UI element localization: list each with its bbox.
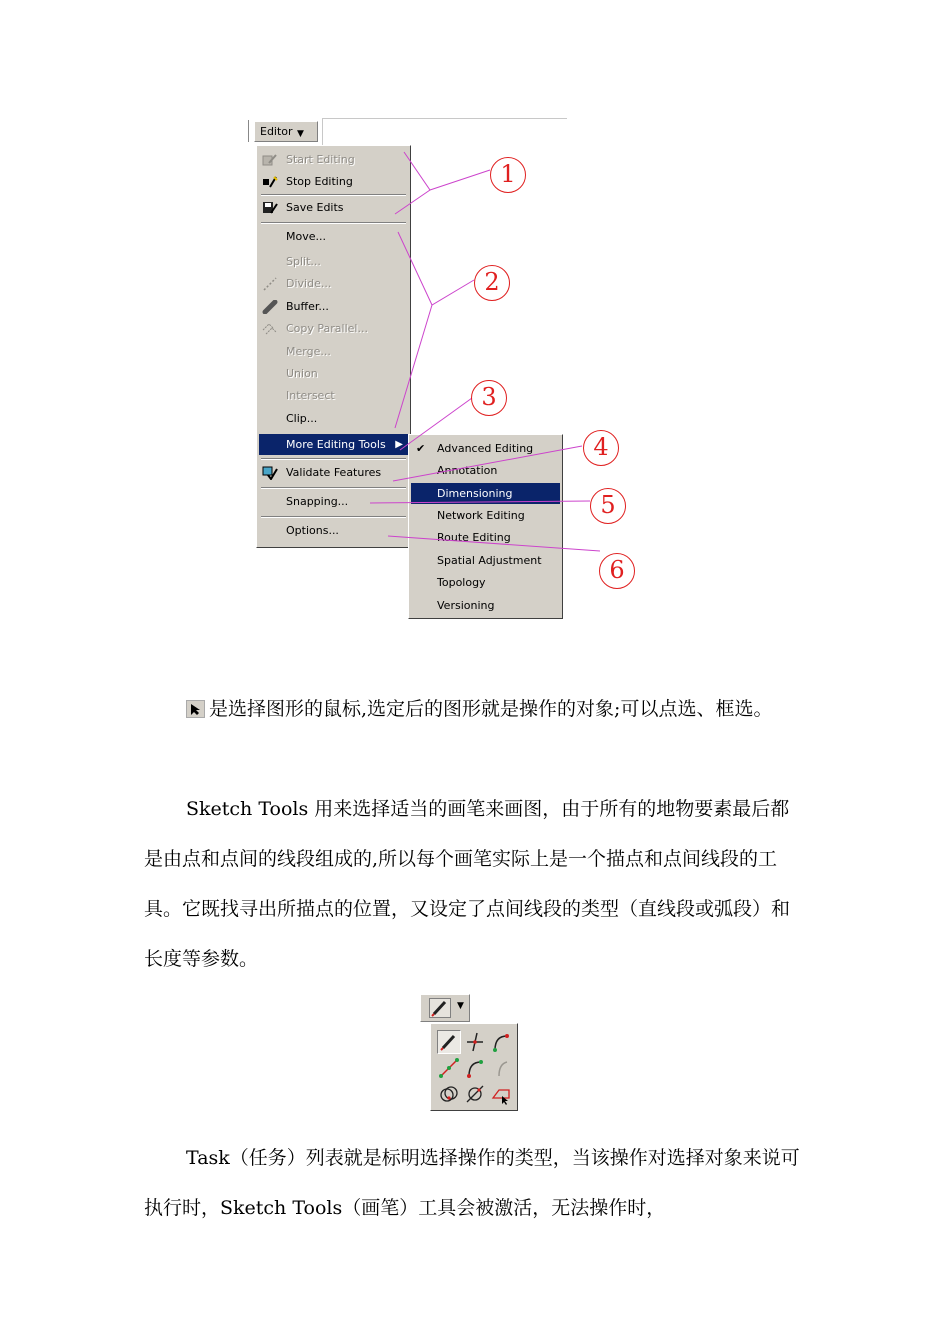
menu-item-start-editing[interactable]: Start Editing bbox=[259, 149, 408, 170]
submenu-item-route-editing[interactable]: Route Editing bbox=[437, 531, 511, 544]
menu-item-union[interactable]: Union bbox=[286, 367, 318, 380]
submenu-item-versioning[interactable]: Versioning bbox=[437, 599, 495, 612]
menu-item-divide[interactable]: Divide... bbox=[259, 273, 408, 294]
select-cursor-icon bbox=[186, 700, 205, 718]
callout-number-1: 1 bbox=[490, 157, 526, 193]
menu-item-options[interactable]: Options... bbox=[286, 524, 339, 537]
save-edits-icon bbox=[262, 201, 278, 215]
divide-icon bbox=[262, 277, 278, 291]
callout-line-1a bbox=[404, 152, 490, 190]
sketch-tool-icon[interactable] bbox=[437, 1030, 461, 1054]
submenu-item-dimensioning[interactable]: Dimensioning bbox=[411, 483, 560, 504]
paragraph-task-list: Task（任务）列表就是标明选择操作的类型，当该操作对选择对象来说可执行时，Sketch Tools（画笔）工具会被激活，无法操作时， bbox=[144, 1147, 800, 1219]
submenu-item-spatial-adjustment[interactable]: Spatial Adjustment bbox=[437, 554, 542, 567]
endpoint-arc-tool-icon[interactable] bbox=[463, 1056, 487, 1080]
menu-item-stop-editing[interactable]: Stop Editing bbox=[259, 171, 408, 192]
paragraph-sketch-tools: Sketch Tools 用来选择适当的画笔来画图，由于所有的地物要素最后都是由点和点间的线段组成的,所以每个画笔实际上是一个描点和点间线段的工具。它既找寻出所描点的位置，又设定了点间线段的类型（直线段或弧段）和长度等参数。 bbox=[144, 798, 791, 970]
callout-number-2: 2 bbox=[474, 265, 510, 301]
menu-separator bbox=[261, 516, 406, 518]
intersection-tool-icon[interactable] bbox=[463, 1030, 487, 1054]
menu-separator bbox=[261, 487, 406, 489]
trace-tool-icon[interactable] bbox=[489, 1082, 513, 1106]
submenu-item-network-editing[interactable]: Network Editing bbox=[437, 509, 525, 522]
menu-item-clip[interactable]: Clip... bbox=[286, 412, 318, 425]
callout-number-4: 4 bbox=[583, 430, 619, 466]
menu-item-save-edits[interactable]: Save Edits bbox=[259, 197, 408, 218]
menu-item-split[interactable]: Split... bbox=[286, 255, 321, 268]
buffer-icon bbox=[262, 300, 278, 314]
submenu-item-topology[interactable]: Topology bbox=[437, 576, 486, 589]
sketch-tool-dropdown[interactable] bbox=[420, 994, 470, 1022]
arc-tool-icon[interactable] bbox=[489, 1030, 513, 1054]
menu-item-buffer[interactable]: Buffer... bbox=[259, 296, 408, 317]
paragraph-select-tool: 是选择图形的鼠标,选定后的图形就是操作的对象;可以点选、框选。 bbox=[144, 684, 808, 734]
editor-menu bbox=[256, 145, 411, 548]
sketch-tools-palette bbox=[430, 1023, 518, 1111]
editor-menu-button[interactable] bbox=[254, 121, 318, 142]
submenu-item-advanced-editing[interactable]: ✔ Advanced Editing bbox=[411, 438, 560, 459]
menu-item-merge[interactable]: Merge... bbox=[286, 345, 331, 358]
validate-features-icon bbox=[262, 466, 278, 480]
tangent-tool-icon[interactable] bbox=[489, 1056, 513, 1080]
submenu-arrow-icon: ▶ bbox=[395, 439, 403, 450]
menu-item-more-editing-tools[interactable]: More Editing Tools ▶ bbox=[259, 434, 408, 455]
menu-separator bbox=[261, 458, 406, 460]
copy-parallel-icon bbox=[262, 322, 278, 336]
distance-distance-tool-icon[interactable] bbox=[437, 1082, 461, 1106]
chevron-down-icon: ▼ bbox=[457, 1001, 464, 1011]
callout-number-3: 3 bbox=[471, 380, 507, 416]
editor-menu-label: Editor bbox=[260, 125, 293, 138]
toolbar-empty-area bbox=[322, 118, 567, 146]
menu-item-move[interactable]: Move... bbox=[286, 230, 326, 243]
menu-item-intersect[interactable]: Intersect bbox=[286, 389, 335, 402]
menu-item-copy-parallel[interactable]: Copy Parallel... bbox=[259, 318, 408, 339]
chevron-down-icon: ▼ bbox=[297, 129, 304, 139]
menu-separator bbox=[261, 194, 406, 196]
midpoint-tool-icon[interactable] bbox=[437, 1056, 461, 1080]
editor-toolbar bbox=[244, 118, 566, 146]
checkmark-icon: ✔ bbox=[416, 442, 426, 455]
menu-item-snapping[interactable]: Snapping... bbox=[286, 495, 349, 508]
pencil-icon bbox=[429, 998, 451, 1018]
callout-number-5: 5 bbox=[590, 488, 626, 524]
menu-separator bbox=[261, 222, 406, 224]
menu-item-validate-features[interactable]: Validate Features bbox=[259, 462, 408, 483]
toolbar-grip[interactable] bbox=[244, 120, 249, 142]
direction-distance-tool-icon[interactable] bbox=[463, 1082, 487, 1106]
callout-number-6: 6 bbox=[599, 553, 635, 589]
stop-editing-icon bbox=[262, 175, 278, 189]
start-editing-icon bbox=[262, 153, 278, 167]
more-editing-tools-submenu bbox=[408, 434, 563, 619]
submenu-item-annotation[interactable]: Annotation bbox=[437, 464, 498, 477]
